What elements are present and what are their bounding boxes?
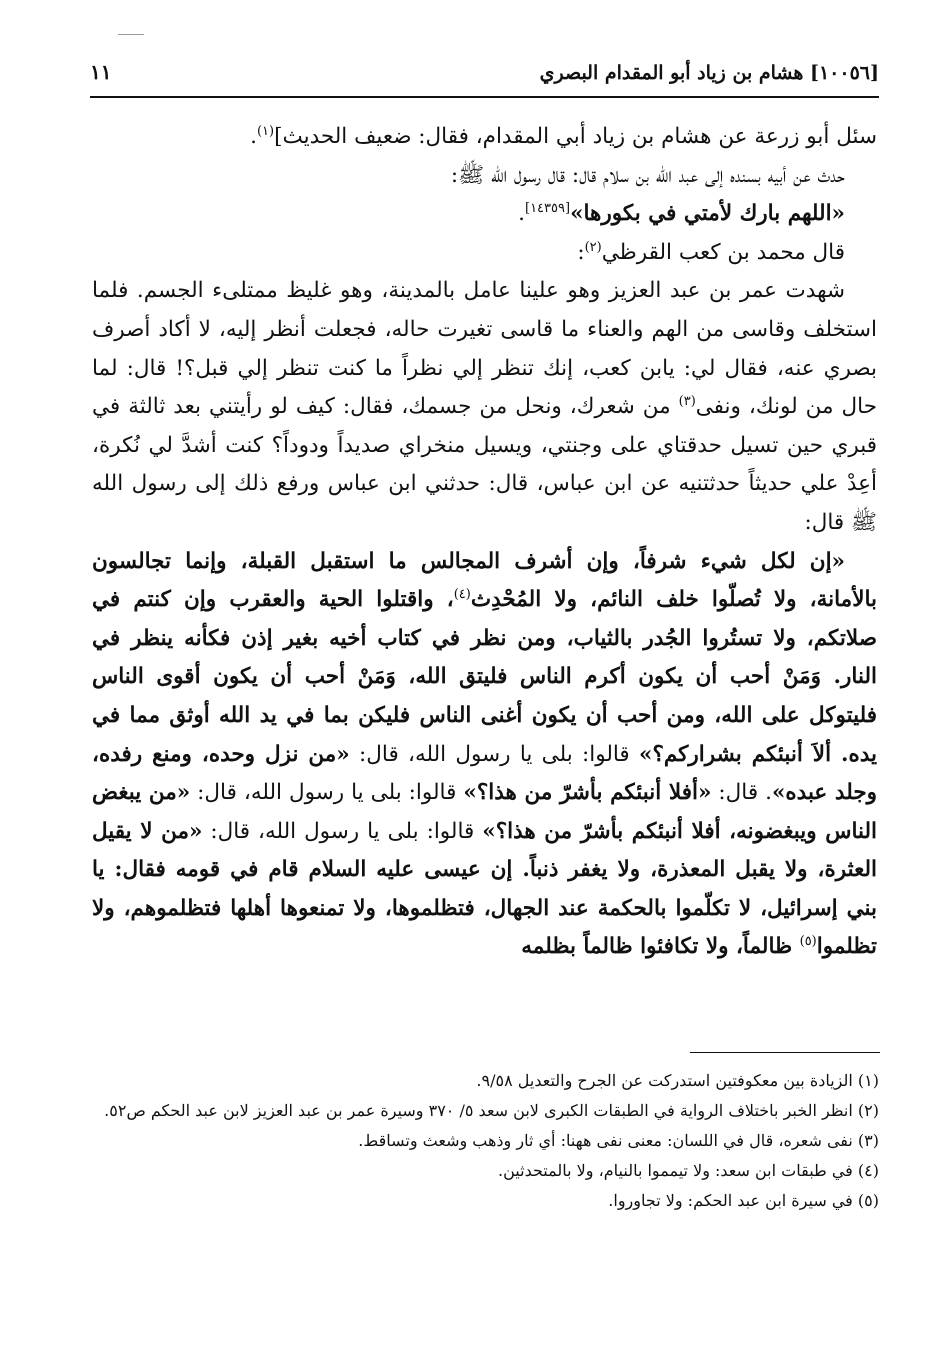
note-ref-1: (١): [256, 123, 275, 139]
note-ref-4: (٤): [453, 586, 471, 602]
paragraph-5: شهدت عمر بن عبد العزيز وهو علينا عامل بالمدينة، وهو غليظ ممتلىء الجسم. فلما استخلف وقاسى من الهم والعناء ما قاسى تغيرت حاله، فجعلت أنظر إليه، لا أكاد أصرف بصري عنه، فقال لي: يابن كعب، إنك تنظر إلي نظراً ما كنت تنظر إلي قبل؟! قال: لما حال من لونك، ونفى$^{(٣)}$ من شعرك، ونحل من جسمك، فقال: كيف لو رأيتني بعد ثالثة في قبري حين تسيل حدقتاي على وجنتي، ويسيل منخراي صديداً ودوداً؟ كنت أشدَّ لي نُكرة، أعِدْ علي حديثاً حدثتنيه عن ابن عباس، قال: حدثني ابن عباس ورفع ذلك إلى رسول الله ﷺ قال:: [92, 278, 877, 535]
footnote-rule: [690, 1052, 880, 1053]
paragraph-3: «اللهم بارك لأمتي في بكورها»[١٤٣٥٩].: [518, 201, 845, 227]
paragraph-4: قال محمد بن كعب القرظي$^{(٢)}$:: [577, 239, 845, 265]
note-ref-5: (٥): [799, 934, 817, 950]
footnote-3: (٣) نفى شعره، قال في اللسان: معنى نفى ههنا: أي ثار وذهب وشعث وتساقط.: [358, 1131, 879, 1150]
note-ref-2: (٢): [584, 239, 602, 255]
paragraph-1: سئل أبو زرعة عن هشام بن زياد أبي المقدام، فقال: ضعيف الحديث]$^{(١)}$.: [250, 123, 877, 149]
hadith-ref: [١٤٣٥٩]: [524, 201, 571, 217]
footnote-1: (١) الزيادة بين معكوفتين استدركت عن الجرح والتعديل ٩/٥٨.: [476, 1071, 879, 1090]
page-number: ١١: [90, 60, 112, 84]
footnote-2: (٢) انظر الخبر باختلاف الرواية في الطبقات الكبرى لابن سعد ٥/ ٣٧٠ وسيرة عمر بن عبد العزيز لابن عبد الحكم ص٥٢.: [104, 1101, 879, 1120]
main-text: [92, 118, 877, 967]
footnote-4: (٤) في طبقات ابن سعد: ولا تيمموا بالنيام، ولا بالمتحدثين.: [498, 1161, 879, 1180]
footnotes: [96, 1066, 879, 1216]
header-rule: [90, 96, 879, 98]
page-header: [90, 58, 879, 96]
footnote-5: (٥) في سيرة ابن عبد الحكم: ولا تجاوروا.: [608, 1191, 879, 1210]
paragraph-6: «إن لكل شيء شرفاً، وإن أشرف المجالس ما استقبل القبلة، وإنما تجالسون بالأمانة، ولا تُصلّوا خلف النائم، ولا المُحْدِث$^{(٤)}$، واقتلوا الحية والعقرب وإن كنتم في صلاتكم، ولا تستُروا الجُدر بالثياب، ومن نظر في كتاب أخيه بغير إذن فكأنه ينظر في النار. وَمَنْ أحب أن يكون أكرم الناس فليتق الله، وَمَنْ أحب أن يكون أقوى الناس فليتوكل على الله، ومن أحب أن يكون أغنى الناس فليكن بما في يد الله أوثق مما في يده. ألاَ أنبئكم بشراركم؟» قالوا: بلى يا رسول الله، قال: «من نزل وحده، ومنع رفده، وجلد عبده». قال: «أفلا أنبئكم بأشرّ من هذا؟» قالوا: بلى يا رسول الله، قال: «من يبغض الناس ويبغضونه، أفلا أنبئكم بأشرّ من هذا؟» قالوا: بلى يا رسول الله، قال: «من لا يقيل العثرة، ولا يقبل المعذرة، ولا يغفر ذنباً. إن عيسى عليه السلام قام في قومه فقال: يا بني إسرائيل، لا تكلّموا بالحكمة عند الجهال، فتظلموها، ولا تمنعوها أهلها فتظلموهم، ولا تظلموا$^{(٥)}$ ظالماً، ولا تكافئوا ظالماً بظلمه: [92, 548, 878, 960]
note-ref-3: (٣): [678, 394, 696, 409]
hadith-text: «اللهم بارك لأمتي في بكورها»: [570, 201, 845, 227]
paragraph-2: حدث عن أبيه بسنده إلى عبد الله بن سلام قال: قال رسول الله ﷺ:: [450, 162, 845, 188]
running-head: [١٠٠٥٦] هشام بن زياد أبو المقدام البصري: [539, 62, 879, 84]
scan-mark: [118, 34, 144, 35]
